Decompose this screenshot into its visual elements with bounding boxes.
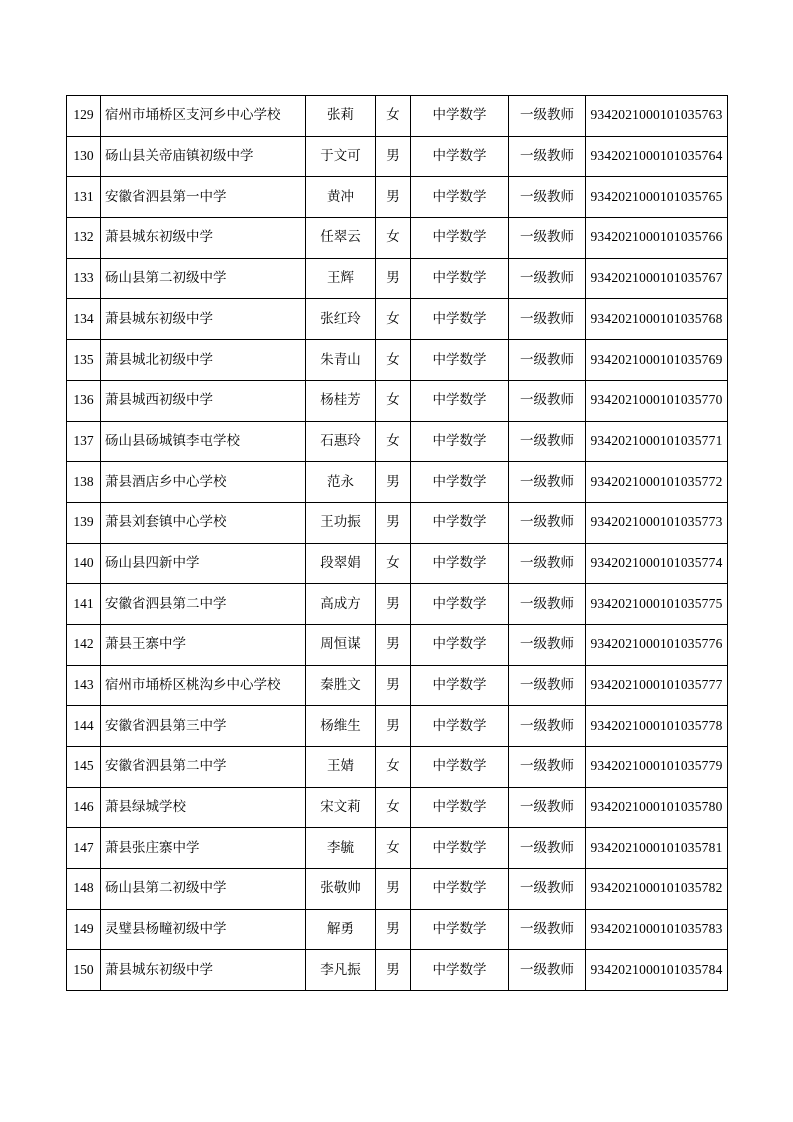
title-cell: 一级教师	[509, 624, 586, 665]
certificate-cell: 9342021000101035770	[586, 380, 728, 421]
name-cell: 张红玲	[306, 299, 376, 340]
gender-cell: 男	[376, 136, 411, 177]
gender-cell: 女	[376, 787, 411, 828]
teacher-roster-table	[66, 95, 728, 991]
title-cell: 一级教师	[509, 950, 586, 991]
row-number-cell: 144	[67, 706, 101, 747]
row-number-cell: 130	[67, 136, 101, 177]
name-cell: 段翠娟	[306, 543, 376, 584]
name-cell: 周恒谋	[306, 624, 376, 665]
row-number-cell: 136	[67, 380, 101, 421]
name-cell: 王辉	[306, 258, 376, 299]
subject-cell: 中学数学	[411, 299, 509, 340]
title-cell: 一级教师	[509, 340, 586, 381]
name-cell: 李凡振	[306, 950, 376, 991]
school-cell: 砀山县关帝庙镇初级中学	[101, 136, 306, 177]
certificate-cell: 9342021000101035772	[586, 462, 728, 503]
row-number-cell: 131	[67, 177, 101, 218]
name-cell: 于文可	[306, 136, 376, 177]
subject-cell: 中学数学	[411, 747, 509, 788]
row-number-cell: 143	[67, 665, 101, 706]
school-cell: 安徽省泗县第三中学	[101, 706, 306, 747]
table-row	[67, 218, 728, 259]
school-cell: 萧县酒店乡中心学校	[101, 462, 306, 503]
table-row	[67, 177, 728, 218]
title-cell: 一级教师	[509, 258, 586, 299]
name-cell: 秦胜文	[306, 665, 376, 706]
table-row	[67, 380, 728, 421]
gender-cell: 女	[376, 543, 411, 584]
title-cell: 一级教师	[509, 584, 586, 625]
certificate-cell: 9342021000101035780	[586, 787, 728, 828]
name-cell: 王功振	[306, 502, 376, 543]
name-cell: 范永	[306, 462, 376, 503]
name-cell: 杨维生	[306, 706, 376, 747]
gender-cell: 男	[376, 869, 411, 910]
certificate-cell: 9342021000101035779	[586, 747, 728, 788]
certificate-cell: 9342021000101035765	[586, 177, 728, 218]
school-cell: 安徽省泗县第一中学	[101, 177, 306, 218]
school-cell: 萧县城东初级中学	[101, 218, 306, 259]
gender-cell: 女	[376, 218, 411, 259]
table-row	[67, 136, 728, 177]
school-cell: 砀山县第二初级中学	[101, 869, 306, 910]
name-cell: 石惠玲	[306, 421, 376, 462]
title-cell: 一级教师	[509, 706, 586, 747]
subject-cell: 中学数学	[411, 543, 509, 584]
gender-cell: 男	[376, 177, 411, 218]
title-cell: 一级教师	[509, 218, 586, 259]
subject-cell: 中学数学	[411, 706, 509, 747]
subject-cell: 中学数学	[411, 380, 509, 421]
school-cell: 安徽省泗县第二中学	[101, 584, 306, 625]
gender-cell: 女	[376, 421, 411, 462]
table-row	[67, 828, 728, 869]
school-cell: 安徽省泗县第二中学	[101, 747, 306, 788]
certificate-cell: 9342021000101035774	[586, 543, 728, 584]
title-cell: 一级教师	[509, 462, 586, 503]
table-row	[67, 462, 728, 503]
school-cell: 萧县城西初级中学	[101, 380, 306, 421]
certificate-cell: 9342021000101035783	[586, 909, 728, 950]
school-cell: 砀山县第二初级中学	[101, 258, 306, 299]
subject-cell: 中学数学	[411, 502, 509, 543]
table-row	[67, 787, 728, 828]
gender-cell: 男	[376, 706, 411, 747]
title-cell: 一级教师	[509, 828, 586, 869]
gender-cell: 男	[376, 584, 411, 625]
subject-cell: 中学数学	[411, 869, 509, 910]
gender-cell: 女	[376, 380, 411, 421]
row-number-cell: 129	[67, 96, 101, 137]
name-cell: 任翠云	[306, 218, 376, 259]
row-number-cell: 150	[67, 950, 101, 991]
certificate-cell: 9342021000101035767	[586, 258, 728, 299]
certificate-cell: 9342021000101035784	[586, 950, 728, 991]
subject-cell: 中学数学	[411, 624, 509, 665]
title-cell: 一级教师	[509, 787, 586, 828]
school-cell: 萧县城北初级中学	[101, 340, 306, 381]
title-cell: 一级教师	[509, 502, 586, 543]
table-row	[67, 909, 728, 950]
subject-cell: 中学数学	[411, 584, 509, 625]
table-row	[67, 340, 728, 381]
table-row	[67, 502, 728, 543]
certificate-cell: 9342021000101035778	[586, 706, 728, 747]
row-number-cell: 149	[67, 909, 101, 950]
title-cell: 一级教师	[509, 909, 586, 950]
gender-cell: 男	[376, 909, 411, 950]
school-cell: 萧县刘套镇中心学校	[101, 502, 306, 543]
school-cell: 萧县张庄寨中学	[101, 828, 306, 869]
certificate-cell: 9342021000101035776	[586, 624, 728, 665]
gender-cell: 女	[376, 299, 411, 340]
row-number-cell: 139	[67, 502, 101, 543]
table-row	[67, 665, 728, 706]
school-cell: 萧县城东初级中学	[101, 299, 306, 340]
name-cell: 张莉	[306, 96, 376, 137]
name-cell: 杨桂芳	[306, 380, 376, 421]
school-cell: 萧县城东初级中学	[101, 950, 306, 991]
table-row	[67, 584, 728, 625]
title-cell: 一级教师	[509, 136, 586, 177]
title-cell: 一级教师	[509, 421, 586, 462]
table-row	[67, 624, 728, 665]
row-number-cell: 146	[67, 787, 101, 828]
subject-cell: 中学数学	[411, 258, 509, 299]
row-number-cell: 134	[67, 299, 101, 340]
certificate-cell: 9342021000101035768	[586, 299, 728, 340]
certificate-cell: 9342021000101035781	[586, 828, 728, 869]
name-cell: 李毓	[306, 828, 376, 869]
subject-cell: 中学数学	[411, 462, 509, 503]
table-row	[67, 706, 728, 747]
row-number-cell: 148	[67, 869, 101, 910]
row-number-cell: 137	[67, 421, 101, 462]
subject-cell: 中学数学	[411, 787, 509, 828]
subject-cell: 中学数学	[411, 665, 509, 706]
school-cell: 宿州市埇桥区桃沟乡中心学校	[101, 665, 306, 706]
table-row	[67, 543, 728, 584]
table-row	[67, 747, 728, 788]
gender-cell: 男	[376, 258, 411, 299]
name-cell: 朱青山	[306, 340, 376, 381]
gender-cell: 女	[376, 340, 411, 381]
subject-cell: 中学数学	[411, 177, 509, 218]
gender-cell: 男	[376, 665, 411, 706]
title-cell: 一级教师	[509, 869, 586, 910]
certificate-cell: 9342021000101035764	[586, 136, 728, 177]
certificate-cell: 9342021000101035782	[586, 869, 728, 910]
name-cell: 宋文莉	[306, 787, 376, 828]
gender-cell: 男	[376, 462, 411, 503]
subject-cell: 中学数学	[411, 909, 509, 950]
title-cell: 一级教师	[509, 543, 586, 584]
gender-cell: 男	[376, 950, 411, 991]
title-cell: 一级教师	[509, 96, 586, 137]
certificate-cell: 9342021000101035763	[586, 96, 728, 137]
certificate-cell: 9342021000101035771	[586, 421, 728, 462]
certificate-cell: 9342021000101035773	[586, 502, 728, 543]
title-cell: 一级教师	[509, 665, 586, 706]
row-number-cell: 138	[67, 462, 101, 503]
row-number-cell: 133	[67, 258, 101, 299]
gender-cell: 女	[376, 96, 411, 137]
subject-cell: 中学数学	[411, 340, 509, 381]
certificate-cell: 9342021000101035766	[586, 218, 728, 259]
name-cell: 解勇	[306, 909, 376, 950]
table-row	[67, 950, 728, 991]
name-cell: 高成方	[306, 584, 376, 625]
name-cell: 王婧	[306, 747, 376, 788]
row-number-cell: 140	[67, 543, 101, 584]
table-row	[67, 96, 728, 137]
subject-cell: 中学数学	[411, 950, 509, 991]
school-cell: 宿州市埇桥区支河乡中心学校	[101, 96, 306, 137]
gender-cell: 女	[376, 747, 411, 788]
row-number-cell: 132	[67, 218, 101, 259]
title-cell: 一级教师	[509, 299, 586, 340]
table-row	[67, 299, 728, 340]
certificate-cell: 9342021000101035775	[586, 584, 728, 625]
school-cell: 萧县王寨中学	[101, 624, 306, 665]
certificate-cell: 9342021000101035769	[586, 340, 728, 381]
table-row	[67, 869, 728, 910]
row-number-cell: 147	[67, 828, 101, 869]
certificate-cell: 9342021000101035777	[586, 665, 728, 706]
row-number-cell: 145	[67, 747, 101, 788]
table-row	[67, 421, 728, 462]
title-cell: 一级教师	[509, 380, 586, 421]
subject-cell: 中学数学	[411, 136, 509, 177]
row-number-cell: 135	[67, 340, 101, 381]
gender-cell: 男	[376, 624, 411, 665]
teacher-table-body	[67, 96, 728, 991]
gender-cell: 女	[376, 828, 411, 869]
row-number-cell: 141	[67, 584, 101, 625]
subject-cell: 中学数学	[411, 421, 509, 462]
subject-cell: 中学数学	[411, 828, 509, 869]
table-row	[67, 258, 728, 299]
subject-cell: 中学数学	[411, 218, 509, 259]
title-cell: 一级教师	[509, 177, 586, 218]
school-cell: 萧县绿城学校	[101, 787, 306, 828]
subject-cell: 中学数学	[411, 96, 509, 137]
name-cell: 张敬帅	[306, 869, 376, 910]
name-cell: 黄冲	[306, 177, 376, 218]
title-cell: 一级教师	[509, 747, 586, 788]
school-cell: 砀山县砀城镇李屯学校	[101, 421, 306, 462]
row-number-cell: 142	[67, 624, 101, 665]
school-cell: 砀山县四新中学	[101, 543, 306, 584]
gender-cell: 男	[376, 502, 411, 543]
school-cell: 灵璧县杨疃初级中学	[101, 909, 306, 950]
